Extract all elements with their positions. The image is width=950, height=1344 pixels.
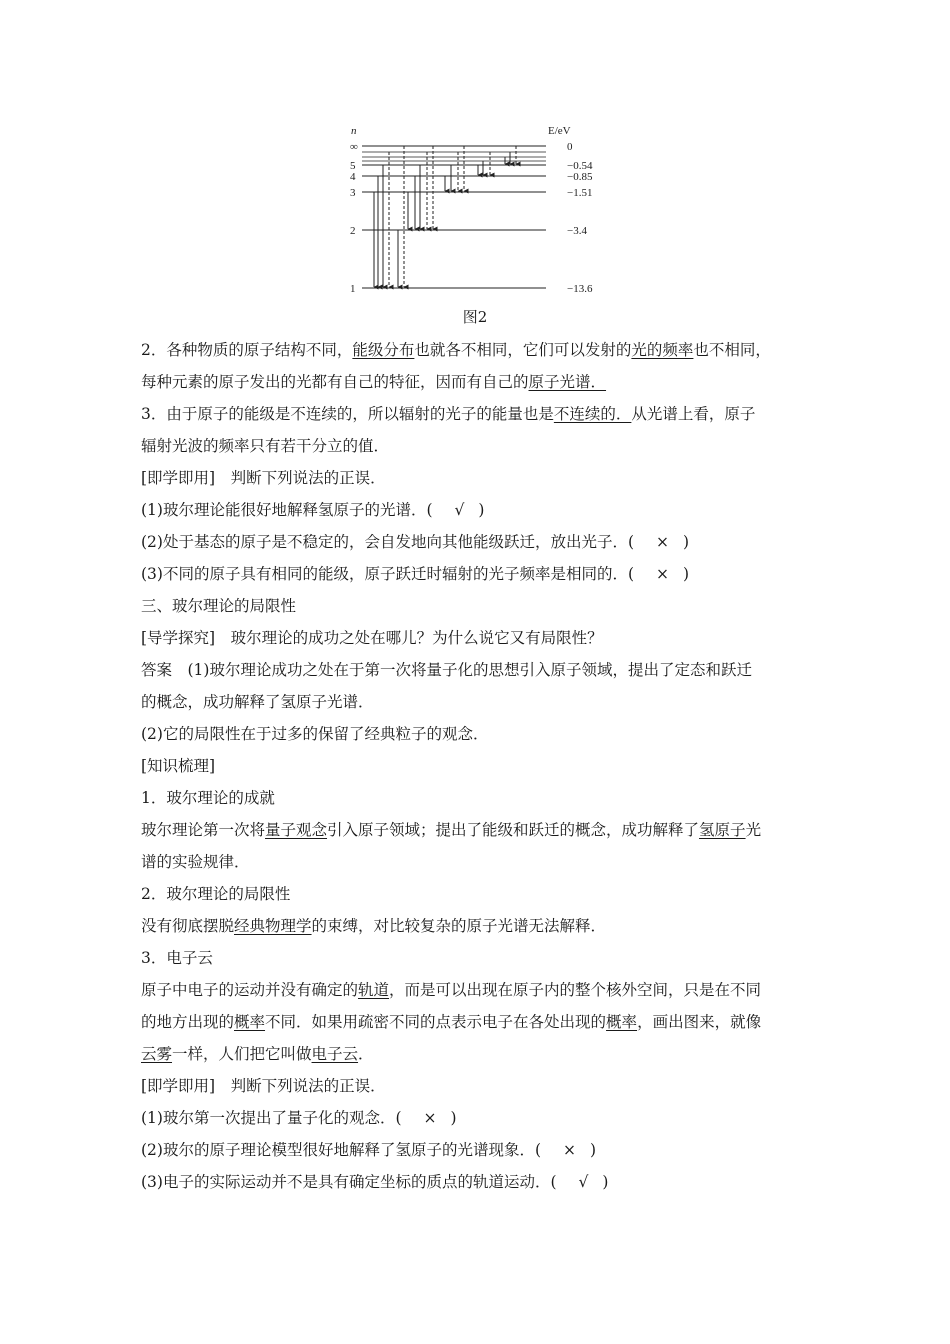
check-mark: √: [578, 1173, 589, 1191]
n-axis-label: n: [351, 125, 357, 137]
cross-mark: ×: [423, 1109, 437, 1127]
knowledge-2-title: 2．玻尔理论的局限性: [141, 885, 291, 903]
level-energy-label: −1.51: [567, 187, 593, 199]
answer-blank: 原子光谱．: [528, 373, 607, 391]
knowledge-2-line: 没有彻底摆脱经典物理学的束缚，对比较复杂的原子光谱无法解释．: [141, 917, 607, 935]
quiz-item: (2)处于基态的原子是不稳定的，会自发地向其他能级跃迁，放出光子．( × ): [141, 526, 821, 558]
answer-blank: 概率: [606, 1013, 638, 1031]
level-n-label: 2: [350, 225, 356, 237]
knowledge-heading: [知识梳理]: [141, 757, 216, 775]
quiz-1-title: [即学即用] 判断下列说法的正误．: [141, 469, 386, 487]
answer-blank: 量子观念: [265, 821, 328, 839]
answer-blank: 电子云: [311, 1045, 359, 1063]
quiz-item: (3)电子的实际运动并不是具有确定坐标的质点的轨道运动．( √ ): [141, 1166, 821, 1198]
quiz-item: (1)玻尔第一次提出了量子化的观念．( × ): [141, 1102, 821, 1134]
knowledge-1-line-2: 谱的实验规律．: [141, 853, 250, 871]
answer-blank: 能级分布: [352, 341, 415, 359]
knowledge-3-line-1: 原子中电子的运动并没有确定的轨道，而是可以出现在原子内的整个核外空间，只是在不同: [141, 981, 762, 999]
quiz-2-title: [即学即用] 判断下列说法的正误．: [141, 1077, 386, 1095]
level-n-label: 1: [350, 283, 356, 295]
answer-blank: 概率: [234, 1013, 266, 1031]
level-n-label: 5: [350, 160, 356, 172]
quiz-item: (2)玻尔的原子理论模型很好地解释了氢原子的光谱现象．( × ): [141, 1134, 821, 1166]
level-energy-label: −0.54: [567, 160, 593, 172]
level-energy-label: 0: [567, 141, 573, 153]
answer-line: 的概念，成功解释了氢原子光谱．: [141, 693, 374, 711]
paragraph-3-line-1: 3．由于原子的能级是不连续的，所以辐射的光子的能量也是不连续的．从光谱上看，原子: [141, 405, 756, 423]
answer-blank: 轨道: [358, 981, 390, 999]
knowledge-3-title: 3．电子云: [141, 949, 213, 967]
knowledge-3-line-3: 云雾一样，人们把它叫做电子云．: [141, 1045, 374, 1063]
section-heading: 三、玻尔理论的局限性: [141, 597, 297, 615]
figure-caption: 图2: [462, 308, 488, 326]
paragraph-2-line-2: 每种元素的原子发出的光都有自己的特征，因而有自己的原子光谱．: [141, 373, 607, 391]
level-energy-label: −0.85: [567, 171, 593, 183]
level-energy-label: −3.4: [567, 225, 587, 237]
energy-level-diagram: [340, 122, 610, 302]
paragraph-3-line-2: 辐射光波的频率只有若干分立的值．: [141, 437, 390, 455]
knowledge-3-line-2: 的地方出现的概率不同．如果用疏密不同的点表示电子在各处出现的概率，画出图来，就像: [141, 1013, 762, 1031]
answer-blank: 不连续的．: [553, 405, 632, 423]
guide-question: [导学探究] 玻尔理论的成功之处在哪儿？为什么说它又有局限性？: [141, 629, 603, 647]
answer-blank: 光的频率: [631, 341, 694, 359]
energy-axis-label: E/eV: [548, 125, 571, 137]
level-n-label: 4: [350, 171, 356, 183]
cross-mark: ×: [656, 565, 670, 583]
quiz-item: (3)不同的原子具有相同的能级，原子跃迁时辐射的光子频率是相同的．( × ): [141, 558, 821, 590]
level-n-label: ∞: [350, 141, 358, 153]
knowledge-1-title: 1．玻尔理论的成就: [141, 789, 275, 807]
cross-mark: ×: [563, 1141, 577, 1159]
page-body: [141, 334, 821, 1198]
paragraph-2-line-1: 2．各种物质的原子结构不同，能级分布也就各不相同，它们可以发射的光的频率也不相同，: [141, 341, 771, 359]
answer-blank: 经典物理学: [234, 917, 312, 935]
answer-line: (2)它的局限性在于过多的保留了经典粒子的观念．: [141, 725, 489, 743]
answer-blank: 氢原子: [699, 821, 746, 839]
check-mark: √: [454, 501, 465, 519]
answer-line: 答案 (1)玻尔理论成功之处在于第一次将量子化的思想引入原子领域，提出了定态和跃迁: [141, 661, 752, 679]
level-energy-label: −13.6: [567, 283, 593, 295]
knowledge-1-line-1: 玻尔理论第一次将量子观念引入原子领域；提出了能级和跃迁的概念，成功解释了氢原子光: [141, 821, 762, 839]
level-n-label: 3: [350, 187, 356, 199]
answer-blank: 云雾: [141, 1045, 173, 1063]
cross-mark: ×: [656, 533, 670, 551]
quiz-item: (1)玻尔理论能很好地解释氢原子的光谱．( √ ): [141, 494, 821, 526]
